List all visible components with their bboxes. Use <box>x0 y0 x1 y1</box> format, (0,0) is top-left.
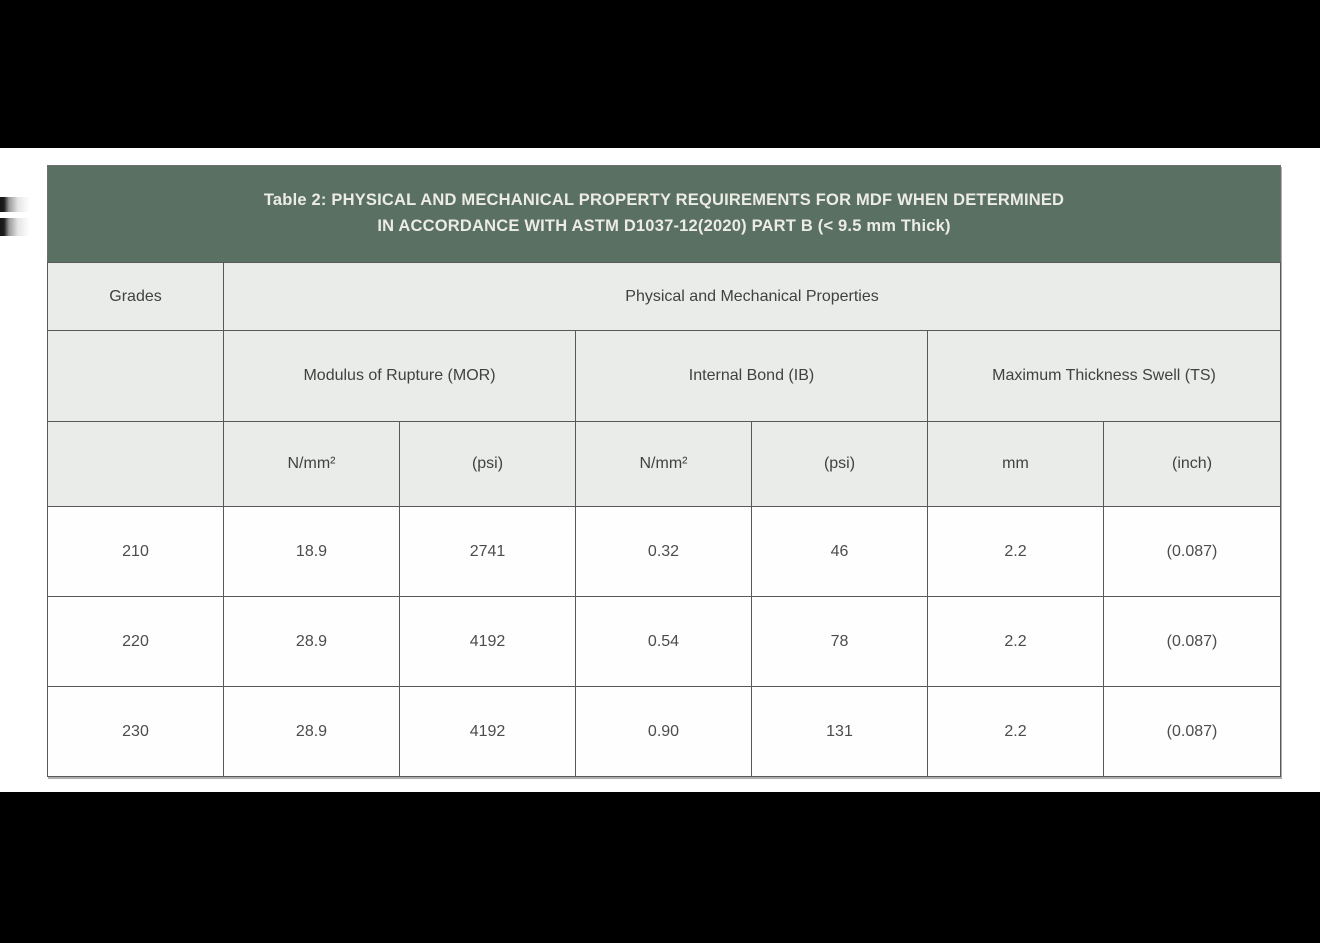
ts-unit-mm-cell: mm <box>928 422 1104 507</box>
ts-unit-inch-cell: (inch) <box>1104 422 1281 507</box>
table-row <box>48 687 1281 777</box>
ts-group-header-cell: Maximum Thickness Swell (TS) <box>928 331 1281 422</box>
grade-cell: 210 <box>48 507 224 597</box>
value-cell: 4192 <box>400 597 576 687</box>
value-cell: (0.087) <box>1104 597 1281 687</box>
mor-unit-metric-cell: N/mm² <box>224 422 400 507</box>
mor-unit-psi-cell: (psi) <box>400 422 576 507</box>
value-cell: 0.32 <box>576 507 752 597</box>
value-cell: 0.54 <box>576 597 752 687</box>
properties-group-header-cell: Physical and Mechanical Properties <box>224 263 1281 331</box>
header-row-property-groups <box>48 331 1281 422</box>
empty-header-cell <box>48 422 224 507</box>
value-cell: 4192 <box>400 687 576 777</box>
value-cell: 46 <box>752 507 928 597</box>
ib-unit-metric-cell: N/mm² <box>576 422 752 507</box>
value-cell: 2.2 <box>928 507 1104 597</box>
grade-cell: 220 <box>48 597 224 687</box>
value-cell: 2.2 <box>928 687 1104 777</box>
table-title-row <box>48 166 1281 263</box>
value-cell: 28.9 <box>224 687 400 777</box>
header-row-units <box>48 422 1281 507</box>
ib-unit-psi-cell: (psi) <box>752 422 928 507</box>
bottom-letterbox-bar <box>0 792 1320 943</box>
left-edge-artifact <box>0 218 30 236</box>
table-title-line-2: IN ACCORDANCE WITH ASTM D1037-12(2020) PART B (< 9.5 mm Thick) <box>377 217 951 235</box>
header-row-grades <box>48 263 1281 331</box>
table-title-cell <box>48 166 1281 263</box>
table-title-line-1: Table 2: PHYSICAL AND MECHANICAL PROPERTY REQUIREMENTS FOR MDF WHEN DETERMINED <box>263 191 1065 210</box>
left-edge-artifact <box>0 197 30 212</box>
mdf-properties-table <box>47 165 1281 777</box>
value-cell: (0.087) <box>1104 507 1281 597</box>
empty-header-cell <box>48 331 224 422</box>
value-cell: 0.90 <box>576 687 752 777</box>
grade-cell: 230 <box>48 687 224 777</box>
top-letterbox-bar <box>0 0 1320 148</box>
value-cell: 78 <box>752 597 928 687</box>
value-cell: (0.087) <box>1104 687 1281 777</box>
value-cell: 28.9 <box>224 597 400 687</box>
grades-header-cell: Grades <box>48 263 224 331</box>
table-row <box>48 507 1281 597</box>
ib-group-header-cell: Internal Bond (IB) <box>576 331 928 422</box>
value-cell: 131 <box>752 687 928 777</box>
table-row <box>48 597 1281 687</box>
mor-group-header-cell: Modulus of Rupture (MOR) <box>224 331 576 422</box>
value-cell: 18.9 <box>224 507 400 597</box>
value-cell: 2.2 <box>928 597 1104 687</box>
value-cell: 2741 <box>400 507 576 597</box>
